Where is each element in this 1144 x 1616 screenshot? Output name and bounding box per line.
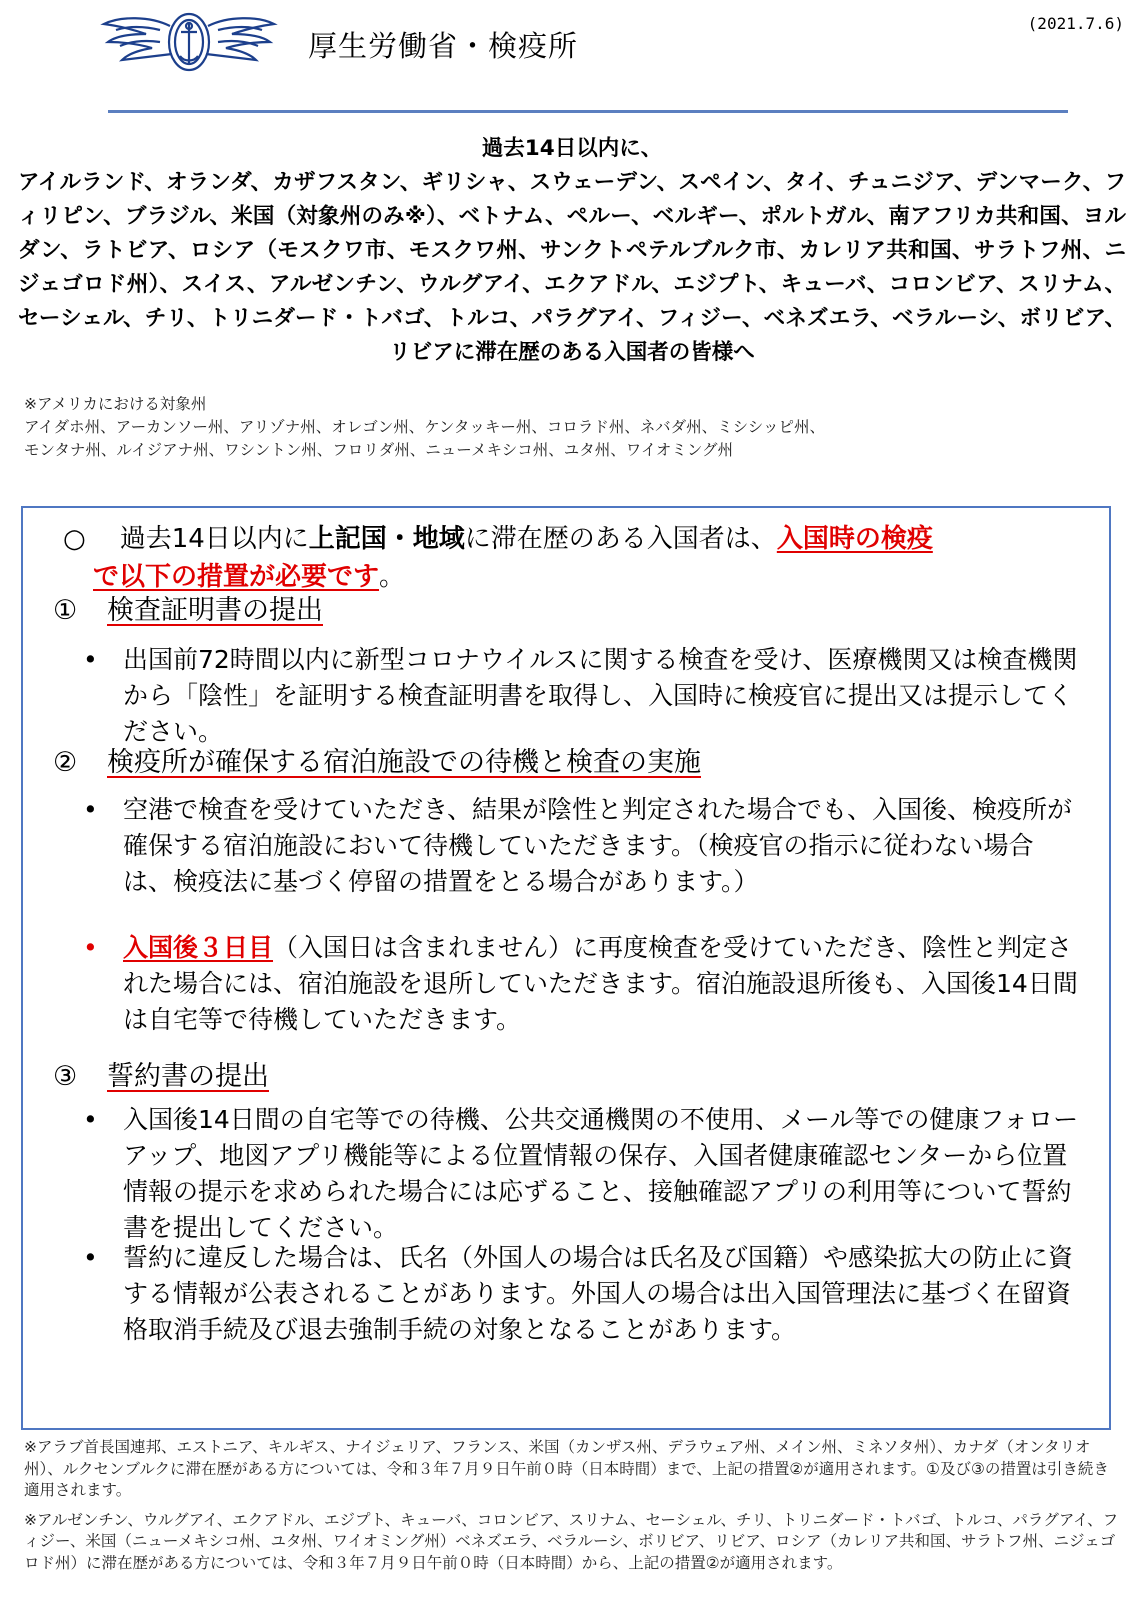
intro-statement: ○ 過去14日以内に上記国・地域に滞在歴のある入国者は、入国時の検疫 で以下の措置が必要です。 bbox=[63, 524, 933, 592]
section-3-title: 誓約書の提出 bbox=[107, 1061, 269, 1092]
footnotes bbox=[24, 1437, 1124, 1582]
section-1-number: ① bbox=[53, 595, 78, 626]
us-states-note bbox=[24, 393, 1124, 462]
section-2-bullet-2: • 入国後３日目（入国日は含まれません）に再度検査を受けていただき、陰性と判定された場合には、宿泊施設を退所していただきます。宿泊施設退所後も、入国後14日間は自宅等で待機していただきます。 bbox=[83, 930, 1083, 1038]
section-3-number: ③ bbox=[53, 1061, 78, 1092]
bullet-icon: • bbox=[83, 933, 98, 962]
us-states-line-2: モンタナ州、ルイジアナ州、ワシントン州、フロリダ州、ニューメキシコ州、ユタ州、ワイオミング州 bbox=[24, 441, 734, 459]
issue-date: (2021.7.6) bbox=[1027, 14, 1124, 33]
bullet-icon: • bbox=[83, 645, 98, 674]
section-3-heading bbox=[53, 1058, 269, 1096]
section-2-title: 検疫所が確保する宿泊施設での待機と検査の実施 bbox=[107, 747, 701, 778]
header-divider bbox=[108, 110, 1068, 113]
day3-emphasis: 入国後３日目 bbox=[123, 933, 274, 962]
organization-name: 厚生労働省・検疫所 bbox=[308, 29, 579, 63]
bullet-icon: • bbox=[83, 795, 98, 824]
section-3-bullet-1: • 入国後14日間の自宅等での待機、公共交通機関の不使用、メール等での健康フォローアップ、地図アプリ機能等による位置情報の保存、入国者健康確認センターから位置情報の提示を求められた場合には応ずること、接触確認アプリの利用等について誓約書を提出してください。 bbox=[83, 1102, 1083, 1246]
us-states-heading: ※アメリカにおける対象州 bbox=[24, 395, 207, 413]
section-2-heading bbox=[53, 744, 701, 782]
measures-box bbox=[21, 506, 1111, 1430]
section-2-bullet-1: • 空港で検査を受けていただき、結果が陰性と判定された場合でも、入国後、検疫所が確保する宿泊施設において待機していただきます。（検疫官の指示に従わない場合は、検疫法に基づく停留の措置をとる場合があります。） bbox=[83, 792, 1083, 900]
footnote-2: ※アルゼンチン、ウルグアイ、エクアドル、エジプト、キューバ、コロンビア、スリナム、セーシェル、チリ、トリニダード・トバゴ、トルコ、パラグアイ、フィジー、米国（ニューメキシコ州、ユタ州、ワイオミング州）ベネズエラ、ベラルーシ、ボリビア、リビア、ロシア（カレリア共和国、サラトフ州、ニジェゴロド州）に滞在歴がある方については、令和３年７月９日午前０時（日本時間）から、上記の措置②が適用されます。 bbox=[24, 1510, 1119, 1572]
intro-emphasis-a: 入国時の検疫 bbox=[776, 524, 933, 554]
bullet-icon: • bbox=[83, 1243, 98, 1272]
bullet-icon: • bbox=[83, 1105, 98, 1134]
section-1-title: 検査証明書の提出 bbox=[107, 595, 323, 626]
document-title bbox=[18, 132, 1126, 370]
section-1-heading bbox=[53, 592, 323, 630]
intro-region-bold: 上記国・地域 bbox=[308, 524, 465, 554]
quarantine-logo-icon bbox=[100, 8, 278, 76]
footnote-1: ※アラブ首長国連邦、エストニア、キルギス、ナイジェリア、フランス、米国（カンザス州、デラウェア州、メイン州、ミネソタ州）、カナダ（オンタリオ州）、ルクセンブルクに滞在歴がある方については、令和３年７月９日午前０時（日本時間）まで、上記の措置②が適用されます。①及び③の措置は引き続き適用されます。 bbox=[24, 1438, 1109, 1499]
intro-emphasis-b: で以下の措置が必要です bbox=[93, 562, 380, 592]
section-2-number: ② bbox=[53, 747, 78, 778]
section-1-bullet-1: • 出国前72時間以内に新型コロナウイルスに関する検査を受け、医療機関又は検査機関から「陰性」を証明する検査証明書を取得し、入国時に検疫官に提出又は提示してください。 bbox=[83, 642, 1083, 750]
us-states-line-1: アイダホ州、アーカンソー州、アリゾナ州、オレゴン州、ケンタッキー州、コロラド州、ネバダ州、ミシシッピ州、 bbox=[24, 418, 825, 436]
section-3-bullet-2: • 誓約に違反した場合は、氏名（外国人の場合は氏名及び国籍）や感染拡大の防止に資する情報が公表されることがあります。外国人の場合は出入国管理法に基づく在留資格取消手続及び退去強制手続の対象となることがあります。 bbox=[83, 1240, 1083, 1348]
title-line-1: 過去14日以内に、 bbox=[481, 136, 663, 161]
title-countries: アイルランド、オランダ、カザフスタン、ギリシャ、スウェーデン、スペイン、タイ、チュニジア、デンマーク、フィリピン、ブラジル、米国（対象州のみ※）、ベトナム、ペルー、ベルギー、ポルトガル、南アフリカ共和国、ヨルダン、ラトビア、ロシア（モスクワ市、モスクワ州、サンクトペテルブルク市、カレリア共和国、サラトフ州、ニジェゴロド州）、スイス、アルゼンチン、ウルグアイ、エクアドル、エジプト、キューバ、コロンビア、スリナム、セーシェル、チリ、トリニダード・トバゴ、トルコ、パラグアイ、フィジー、ベネズエラ、ベラルーシ、ボリビア、リビアに滞在歴のある入国者の皆様へ bbox=[18, 170, 1126, 365]
circle-marker: ○ bbox=[63, 524, 86, 554]
